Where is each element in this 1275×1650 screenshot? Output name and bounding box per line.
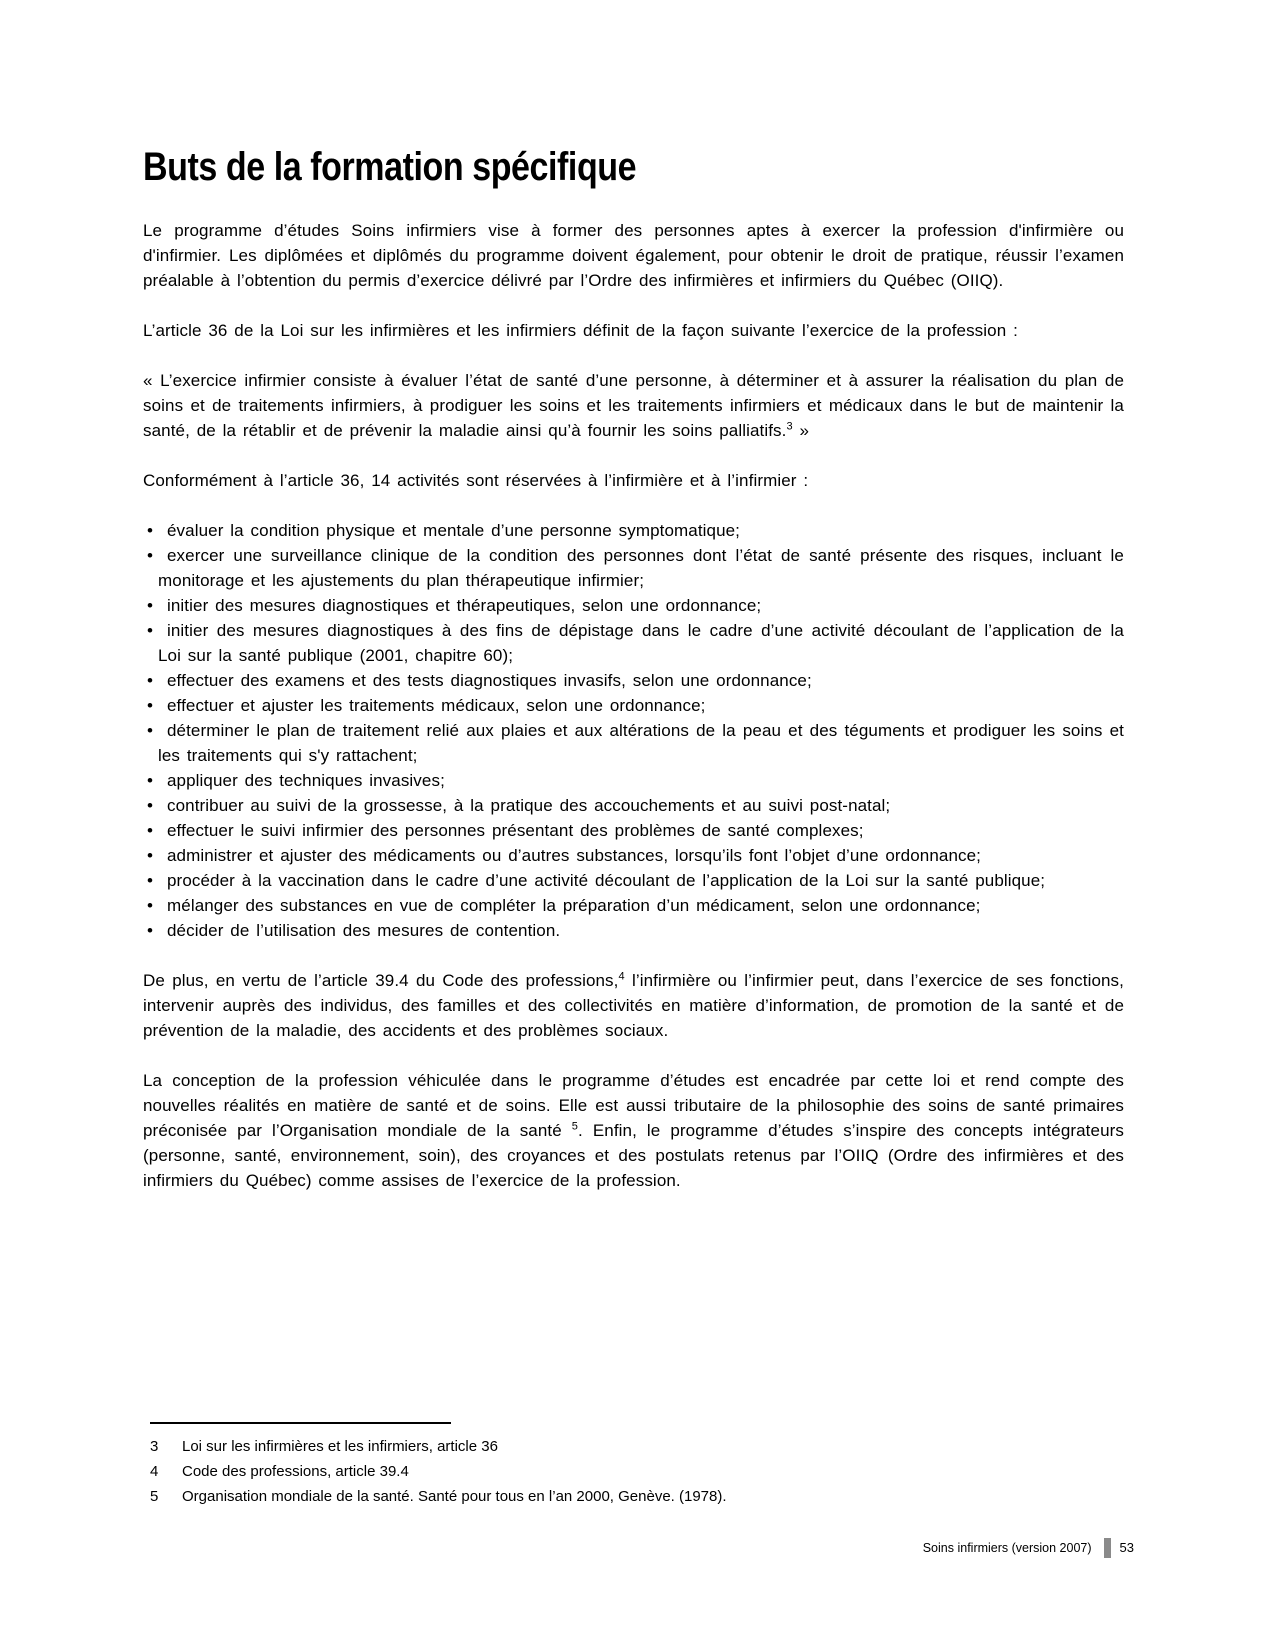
list-item: • contribuer au suivi de la grossesse, à la pratique des accouchements et au suivi post-natal; (143, 793, 1124, 818)
footnote-text: Code des professions, article 39.4 (182, 1463, 409, 1480)
page-number: 53 (1119, 1540, 1134, 1555)
footnote-separator (150, 1422, 451, 1424)
list-item: • mélanger des substances en vue de compléter la préparation d’un médicament, selon une ordonnance; (143, 893, 1124, 918)
paragraph-text: La conception de la profession véhiculée dans le programme d’études est encadrée par cette loi et rend compte des nouvelles réalités en matière de santé et de soins. Elle est aussi tributaire de la philosophie des soins de santé primaires préconisée par l’Organisation mondiale de la santé (143, 1071, 1124, 1140)
list-item: • administrer et ajuster des médicaments ou d’autres substances, lorsqu’ils font l’objet d’une ordonnance; (143, 843, 1124, 868)
list-item: • initier des mesures diagnostiques à des fins de dépistage dans le cadre d’une activité découlant de l’application de la Loi sur la santé publique (2001, chapitre 60); (143, 618, 1124, 668)
footnote-ref-4: 4 (618, 970, 625, 983)
document-version-label: Soins infirmiers (version 2007) (922, 1541, 1092, 1555)
paragraph-article36: L’article 36 de la Loi sur les infirmières et les infirmiers définit de la façon suivante l’exercice de la profession : (143, 321, 1018, 340)
list-item: • appliquer des techniques invasives; (143, 768, 1124, 793)
page-content (143, 146, 1124, 1218)
list-item: • décider de l’utilisation des mesures de contention. (143, 918, 1124, 943)
paragraph-code-professions (143, 968, 1124, 1043)
footer-divider-bar (1104, 1538, 1111, 1558)
footnote-number: 5 (150, 1488, 159, 1505)
list-item: • initier des mesures diagnostiques et thérapeutiques, selon une ordonnance; (143, 593, 1124, 618)
footnote-ref-3: 3 (786, 420, 793, 433)
list-item: • déterminer le plan de traitement relié aux plaies et aux altérations de la peau et des téguments et prodiguer les soins et les traitements qui s'y rattachent; (143, 718, 1124, 768)
list-item: • procéder à la vaccination dans le cadre d’une activité découlant de l’application de la Loi sur la santé publique; (143, 868, 1124, 893)
footnotes-section (143, 1422, 1124, 1509)
footnote-ref-5: 5 (571, 1120, 578, 1133)
paragraph-text: . Enfin, le programme d’études s’inspire des concepts intégrateurs (personne, santé, environnement, soin), des croyances et des postulats retenus par l’OIIQ (Ordre des infirmières et des infirmiers du Québec) comme assises de l’exercice de la profession. (143, 1121, 1124, 1190)
paragraph-intro: Le programme d’études Soins infirmiers vise à former des personnes aptes à exercer la profession d'infirmière ou d'infirmier. Les diplômées et diplômés du programme doivent également, pour obtenir le droit de pratique, réussir l’examen préalable à l’obtention du permis d’exercice délivré par l’Ordre des infirmières et infirmiers du Québec (OIIQ). (143, 221, 1124, 290)
quote-closing-guillemet: » (792, 421, 810, 440)
list-item: • effectuer et ajuster les traitements médicaux, selon une ordonnance; (143, 693, 1124, 718)
paragraph-conception (143, 1068, 1124, 1193)
list-item: • évaluer la condition physique et mentale d’une personne symptomatique; (143, 518, 1124, 543)
paragraph-quote (143, 368, 1124, 443)
paragraph-text: l’infirmière ou l’infirmier peut, dans l’exercice de ses fonctions, intervenir auprès des individus, des familles et des collectivités en matière d’information, de promotion de la santé et de prévention de la maladie, des accidents et des problèmes sociaux. (143, 971, 1124, 1040)
page-footer (143, 1538, 1134, 1558)
footnote-text: Loi sur les infirmières et les infirmiers, article 36 (182, 1438, 498, 1455)
list-item: • effectuer des examens et des tests diagnostiques invasifs, selon une ordonnance; (143, 668, 1124, 693)
activities-list (143, 518, 1124, 943)
quote-text: « L’exercice infirmier consiste à évaluer l’état de santé d’une personne, à déterminer et à assurer la réalisation du plan de soins et de traitements infirmiers, à prodiguer les soins et les traitements infirmiers et médicaux dans le but de maintenir la santé, de la rétablir et de prévenir la maladie ainsi qu’à fournir les soins palliatifs. (143, 371, 1124, 440)
footnote-text: Organisation mondiale de la santé. Santé pour tous en l’an 2000, Genève. (1978). (182, 1488, 727, 1505)
paragraph-activities-intro: Conformément à l’article 36, 14 activités sont réservées à l’infirmière et à l’infirmier : (143, 471, 809, 490)
footnote-row (143, 1434, 1124, 1459)
footnote-number: 4 (150, 1463, 159, 1480)
paragraph-text: De plus, en vertu de l’article 39.4 du Code des professions, (143, 971, 619, 990)
list-item: • effectuer le suivi infirmier des personnes présentant des problèmes de santé complexes; (143, 818, 1124, 843)
page-title: Buts de la formation spécifique (143, 145, 637, 189)
footnote-number: 3 (150, 1438, 159, 1455)
footnote-row (143, 1484, 1124, 1509)
list-item: • exercer une surveillance clinique de la condition des personnes dont l’état de santé présente des risques, incluant le monitorage et les ajustements du plan thérapeutique infirmier; (143, 543, 1124, 593)
footnote-row (143, 1459, 1124, 1484)
